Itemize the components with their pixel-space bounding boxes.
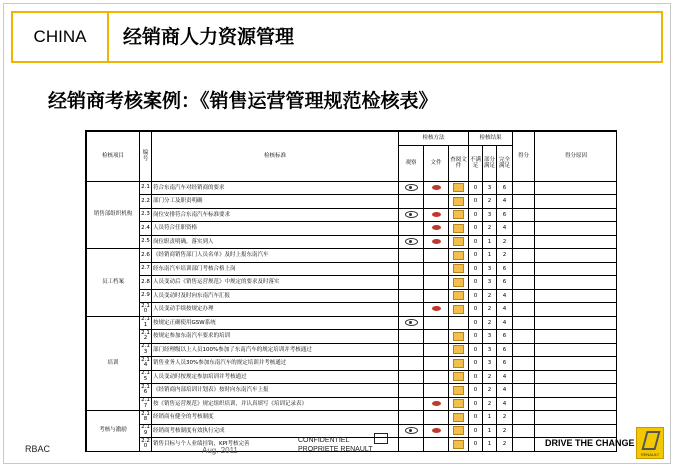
score-partial-cell: 2 bbox=[483, 316, 497, 330]
standard-cell: 人员变动时及时向东南汽车汇报 bbox=[152, 289, 399, 303]
score-partial-cell: 2 bbox=[483, 370, 497, 384]
score-none-cell: 0 bbox=[469, 370, 483, 384]
score-cell bbox=[513, 222, 535, 236]
folder-icon bbox=[453, 224, 464, 233]
table-row bbox=[87, 262, 618, 276]
standard-cell: 经销商考核制度有效执行完成 bbox=[152, 424, 399, 438]
eye-cell bbox=[399, 222, 424, 236]
score-none-cell: 0 bbox=[469, 303, 483, 317]
eye-icon bbox=[405, 319, 418, 326]
checklist-table-body bbox=[87, 181, 618, 451]
score-cell bbox=[513, 316, 535, 330]
score-cell bbox=[513, 181, 535, 195]
folder-cell bbox=[449, 276, 469, 290]
remarks-cell bbox=[535, 289, 617, 303]
document-cell bbox=[424, 384, 449, 398]
score-partial-cell: 3 bbox=[483, 330, 497, 344]
table-row bbox=[87, 276, 618, 290]
header-divider bbox=[107, 13, 109, 61]
score-none-cell: 0 bbox=[469, 289, 483, 303]
score-full-cell: 2 bbox=[497, 438, 513, 452]
score-full-cell: 4 bbox=[497, 289, 513, 303]
score-cell bbox=[513, 384, 535, 398]
code-cell: 2.16 bbox=[141, 383, 150, 396]
score-partial-cell: 3 bbox=[483, 181, 497, 195]
score-partial-cell: 1 bbox=[483, 411, 497, 425]
eye-cell bbox=[399, 289, 424, 303]
table-row bbox=[87, 303, 618, 317]
standard-cell: 符合东南汽车对经销商的要求 bbox=[152, 181, 399, 195]
folder-icon bbox=[453, 413, 464, 422]
slide-subtitle: 经销商考核案例：《销售运营管理规范检核表》 bbox=[48, 90, 438, 112]
eye-cell bbox=[399, 303, 424, 317]
country-label: CHINA bbox=[33, 27, 87, 46]
folder-icon bbox=[453, 386, 464, 395]
folder-icon bbox=[453, 345, 464, 354]
remarks-cell bbox=[535, 181, 617, 195]
standard-cell: 部门经理级以上人员100%参加了东南汽车的规定培训并考核通过 bbox=[152, 343, 399, 357]
folder-cell bbox=[449, 181, 469, 195]
score-full-cell: 6 bbox=[497, 181, 513, 195]
score-cell bbox=[513, 357, 535, 371]
score-partial-cell: 3 bbox=[483, 262, 497, 276]
document-icon bbox=[432, 185, 441, 190]
standard-cell: 按《销售运营规范》规定组织培训，并认真填写《培训记录表》 bbox=[152, 397, 399, 411]
code-cell: 2.7 bbox=[140, 262, 152, 276]
table-row bbox=[87, 316, 618, 330]
remarks-cell bbox=[535, 357, 617, 371]
document-cell bbox=[424, 276, 449, 290]
folder-cell bbox=[449, 208, 469, 222]
remarks-cell bbox=[535, 424, 617, 438]
document-cell bbox=[424, 370, 449, 384]
header-bar bbox=[11, 11, 663, 63]
score-partial-cell: 1 bbox=[483, 424, 497, 438]
standard-cell: 经销商有健全的考核制度 bbox=[152, 411, 399, 425]
document-cell bbox=[424, 438, 449, 452]
eye-icon bbox=[405, 238, 418, 245]
document-cell bbox=[424, 262, 449, 276]
document-cell bbox=[424, 424, 449, 438]
score-full-cell: 2 bbox=[497, 249, 513, 263]
document-icon bbox=[432, 212, 441, 217]
score-cell bbox=[513, 195, 535, 209]
header-full: 完全满足 bbox=[497, 145, 513, 181]
checklist-table bbox=[86, 131, 617, 452]
score-cell bbox=[513, 343, 535, 357]
standard-cell: 人员变动时按规定参加培训并考核通过 bbox=[152, 370, 399, 384]
score-cell bbox=[513, 330, 535, 344]
table-row bbox=[87, 384, 618, 398]
score-full-cell: 4 bbox=[497, 222, 513, 236]
standard-cell: 按规定参加东南汽车要求的培训 bbox=[152, 330, 399, 344]
code-cell: 2.15 bbox=[141, 370, 150, 382]
standard-cell: 经东南汽车培训部门考核合格上岗 bbox=[152, 262, 399, 276]
standard-cell: 销售业务人员30%参加东南汽车的规定培训并考核通过 bbox=[152, 357, 399, 371]
table-row bbox=[87, 181, 618, 195]
standard-cell: 按规定正确使用GSW系统 bbox=[152, 316, 399, 330]
table-row bbox=[87, 249, 618, 263]
score-partial-cell: 1 bbox=[483, 249, 497, 263]
folder-cell bbox=[449, 316, 469, 330]
code-cell: 2.1 bbox=[140, 181, 152, 195]
confidential-checkbox bbox=[374, 433, 388, 444]
score-cell bbox=[513, 289, 535, 303]
confidential-text: CONFIDENTIEL bbox=[298, 437, 350, 444]
document-cell bbox=[424, 249, 449, 263]
document-icon bbox=[432, 306, 441, 311]
score-none-cell: 0 bbox=[469, 424, 483, 438]
folder-cell bbox=[449, 289, 469, 303]
score-none-cell: 0 bbox=[469, 411, 483, 425]
document-icon bbox=[432, 225, 441, 230]
remarks-cell bbox=[535, 330, 617, 344]
eye-cell bbox=[399, 397, 424, 411]
score-none-cell: 0 bbox=[469, 235, 483, 249]
folder-cell bbox=[449, 370, 469, 384]
table-row bbox=[87, 289, 618, 303]
remarks-cell bbox=[535, 303, 617, 317]
folder-cell bbox=[449, 235, 469, 249]
code-cell: 2.9 bbox=[140, 289, 152, 303]
score-cell bbox=[513, 235, 535, 249]
code-cell: 2.3 bbox=[140, 208, 152, 222]
score-full-cell: 4 bbox=[497, 303, 513, 317]
score-none-cell: 0 bbox=[469, 343, 483, 357]
eye-cell bbox=[399, 370, 424, 384]
code-cell: 2.20 bbox=[141, 437, 150, 450]
code-cell: 2.2 bbox=[140, 195, 152, 209]
remarks-cell bbox=[535, 343, 617, 357]
category-cell: 培训 bbox=[87, 316, 140, 411]
standard-cell: 岗位安排符合东南汽车标准要求 bbox=[152, 208, 399, 222]
category-cell: 销售部组织机构 bbox=[87, 181, 140, 249]
standard-cell: 人员变动手续按规定办理 bbox=[152, 303, 399, 317]
remarks-cell bbox=[535, 397, 617, 411]
header-partial: 部分满足 bbox=[483, 145, 497, 181]
table-row bbox=[87, 357, 618, 371]
header-no: 不满足 bbox=[469, 145, 483, 181]
table-row bbox=[87, 343, 618, 357]
folder-cell bbox=[449, 384, 469, 398]
standard-cell: 《经销商内部培训计划表》按时向东南汽车上报 bbox=[152, 384, 399, 398]
logo-text: RENAULT bbox=[640, 452, 660, 457]
standard-cell: 岗位职责明确，落实到人 bbox=[152, 235, 399, 249]
standard-cell: 人员变动后《销售运营规范》中规定的要求及时落实 bbox=[152, 276, 399, 290]
score-full-cell: 2 bbox=[497, 411, 513, 425]
eye-cell bbox=[399, 384, 424, 398]
page-title: 经销商人力资源管理 bbox=[123, 26, 295, 48]
folder-icon bbox=[453, 440, 464, 449]
standard-cell: 人员符合任职资格 bbox=[152, 222, 399, 236]
table-row bbox=[87, 195, 618, 209]
code-cell: 2.6 bbox=[140, 249, 152, 263]
folder-icon bbox=[453, 197, 464, 206]
eye-icon bbox=[405, 184, 418, 191]
score-full-cell: 2 bbox=[497, 424, 513, 438]
table-row bbox=[87, 235, 618, 249]
code-cell: 2.14 bbox=[141, 356, 150, 369]
folder-cell bbox=[449, 330, 469, 344]
score-full-cell: 6 bbox=[497, 208, 513, 222]
remarks-cell bbox=[535, 195, 617, 209]
document-cell bbox=[424, 397, 449, 411]
table-row bbox=[87, 330, 618, 344]
folder-icon bbox=[453, 210, 464, 219]
eye-cell bbox=[399, 438, 424, 452]
footer-date: Aug. 2011 bbox=[202, 446, 238, 455]
score-cell bbox=[513, 262, 535, 276]
score-partial-cell: 2 bbox=[483, 303, 497, 317]
score-none-cell: 0 bbox=[469, 208, 483, 222]
header-standard: 检核标准 bbox=[152, 132, 399, 182]
header-score: 得分 bbox=[513, 132, 535, 182]
code-cell: 2.17 bbox=[141, 397, 150, 409]
folder-icon bbox=[453, 332, 464, 341]
footer-slogan: DRIVE THE CHANGE bbox=[545, 438, 635, 448]
remarks-cell bbox=[535, 235, 617, 249]
remarks-cell bbox=[535, 276, 617, 290]
document-cell bbox=[424, 208, 449, 222]
footer-rbac: RBAC bbox=[25, 444, 51, 454]
document-icon bbox=[432, 239, 441, 244]
document-cell bbox=[424, 289, 449, 303]
header-item: 检核项目 bbox=[87, 132, 140, 182]
header-file: 查阅文件 bbox=[449, 145, 469, 181]
table-row bbox=[87, 222, 618, 236]
score-partial-cell: 2 bbox=[483, 222, 497, 236]
remarks-cell bbox=[535, 384, 617, 398]
renault-diamond-icon bbox=[641, 431, 660, 450]
score-partial-cell: 1 bbox=[483, 438, 497, 452]
score-partial-cell: 2 bbox=[483, 195, 497, 209]
score-full-cell: 6 bbox=[497, 357, 513, 371]
eye-cell bbox=[399, 249, 424, 263]
remarks-cell bbox=[535, 411, 617, 425]
table-row bbox=[87, 370, 618, 384]
eye-cell bbox=[399, 357, 424, 371]
document-cell bbox=[424, 330, 449, 344]
score-full-cell: 4 bbox=[497, 384, 513, 398]
standard-cell: 《经销商销售部门人员名单》及时上报东南汽车 bbox=[152, 249, 399, 263]
folder-icon bbox=[453, 291, 464, 300]
eye-cell bbox=[399, 235, 424, 249]
score-cell bbox=[513, 438, 535, 452]
score-none-cell: 0 bbox=[469, 384, 483, 398]
score-cell bbox=[513, 208, 535, 222]
score-full-cell: 6 bbox=[497, 343, 513, 357]
score-partial-cell: 2 bbox=[483, 289, 497, 303]
checklist-table-wrapper bbox=[85, 130, 617, 452]
score-none-cell: 0 bbox=[469, 222, 483, 236]
proprietary-text: PROPRIETE RENAULT bbox=[298, 446, 373, 453]
folder-cell bbox=[449, 222, 469, 236]
folder-icon bbox=[453, 251, 464, 260]
remarks-cell bbox=[535, 370, 617, 384]
code-cell: 2.12 bbox=[141, 329, 150, 342]
eye-cell bbox=[399, 276, 424, 290]
folder-icon bbox=[453, 399, 464, 408]
header-observe: 观察 bbox=[399, 145, 424, 181]
remarks-cell bbox=[535, 208, 617, 222]
score-full-cell: 4 bbox=[497, 370, 513, 384]
folder-cell bbox=[449, 303, 469, 317]
document-icon bbox=[432, 401, 441, 406]
document-cell bbox=[424, 222, 449, 236]
score-partial-cell: 3 bbox=[483, 357, 497, 371]
header-code: 编号 bbox=[140, 132, 152, 182]
score-none-cell: 0 bbox=[469, 357, 483, 371]
document-cell bbox=[424, 316, 449, 330]
score-none-cell: 0 bbox=[469, 262, 483, 276]
folder-cell bbox=[449, 343, 469, 357]
score-cell bbox=[513, 424, 535, 438]
score-full-cell: 4 bbox=[497, 316, 513, 330]
standard-cell: 部门分工及职责明确 bbox=[152, 195, 399, 209]
score-cell bbox=[513, 249, 535, 263]
code-cell: 2.4 bbox=[140, 222, 152, 236]
score-none-cell: 0 bbox=[469, 438, 483, 452]
folder-cell bbox=[449, 195, 469, 209]
score-none-cell: 0 bbox=[469, 397, 483, 411]
category-cell: 员工档案 bbox=[87, 249, 140, 317]
document-cell bbox=[424, 195, 449, 209]
table-row bbox=[87, 397, 618, 411]
remarks-cell bbox=[535, 262, 617, 276]
folder-cell bbox=[449, 438, 469, 452]
remarks-cell bbox=[535, 222, 617, 236]
score-none-cell: 0 bbox=[469, 330, 483, 344]
folder-icon bbox=[453, 372, 464, 381]
score-cell bbox=[513, 276, 535, 290]
score-full-cell: 6 bbox=[497, 276, 513, 290]
score-none-cell: 0 bbox=[469, 276, 483, 290]
folder-cell bbox=[449, 424, 469, 438]
remarks-cell bbox=[535, 249, 617, 263]
score-none-cell: 0 bbox=[469, 316, 483, 330]
score-partial-cell: 2 bbox=[483, 384, 497, 398]
score-full-cell: 6 bbox=[497, 330, 513, 344]
folder-cell bbox=[449, 249, 469, 263]
score-partial-cell: 3 bbox=[483, 343, 497, 357]
document-cell bbox=[424, 343, 449, 357]
score-cell bbox=[513, 303, 535, 317]
score-partial-cell: 2 bbox=[483, 397, 497, 411]
folder-icon bbox=[453, 305, 464, 314]
remarks-cell bbox=[535, 316, 617, 330]
score-full-cell: 4 bbox=[497, 397, 513, 411]
score-cell bbox=[513, 411, 535, 425]
score-full-cell: 2 bbox=[497, 235, 513, 249]
document-cell bbox=[424, 303, 449, 317]
score-none-cell: 0 bbox=[469, 249, 483, 263]
score-none-cell: 0 bbox=[469, 195, 483, 209]
eye-cell bbox=[399, 343, 424, 357]
document-cell bbox=[424, 181, 449, 195]
score-partial-cell: 3 bbox=[483, 208, 497, 222]
code-cell: 2.10 bbox=[141, 302, 150, 315]
document-cell bbox=[424, 357, 449, 371]
eye-cell bbox=[399, 316, 424, 330]
eye-cell bbox=[399, 330, 424, 344]
code-cell: 2.5 bbox=[140, 235, 152, 249]
header-doc: 文件 bbox=[424, 145, 449, 181]
folder-icon bbox=[453, 426, 464, 435]
folder-icon bbox=[453, 264, 464, 273]
eye-icon bbox=[405, 211, 418, 218]
score-full-cell: 4 bbox=[497, 195, 513, 209]
code-cell: 2.11 bbox=[141, 316, 150, 328]
folder-icon bbox=[453, 183, 464, 192]
standard-cell: 销售目标与个人业绩挂钩，KPI考核完善 bbox=[152, 438, 399, 452]
table-row bbox=[87, 411, 618, 425]
eye-icon bbox=[405, 427, 418, 434]
header-method-group: 检核方法 bbox=[399, 132, 469, 146]
renault-logo bbox=[636, 427, 664, 459]
folder-icon bbox=[453, 237, 464, 246]
eye-cell bbox=[399, 262, 424, 276]
document-cell bbox=[424, 411, 449, 425]
document-icon bbox=[432, 428, 441, 433]
table-row bbox=[87, 208, 618, 222]
eye-cell bbox=[399, 411, 424, 425]
code-cell: 2.13 bbox=[141, 343, 150, 355]
score-partial-cell: 1 bbox=[483, 235, 497, 249]
score-cell bbox=[513, 370, 535, 384]
score-full-cell: 6 bbox=[497, 262, 513, 276]
category-cell: 考核与激励 bbox=[87, 411, 140, 452]
eye-cell bbox=[399, 195, 424, 209]
document-cell bbox=[424, 235, 449, 249]
header-result-group: 检核结果 bbox=[469, 132, 513, 146]
eye-cell bbox=[399, 208, 424, 222]
header-remarks: 得分原因 bbox=[535, 132, 617, 182]
folder-icon bbox=[453, 359, 464, 368]
score-partial-cell: 3 bbox=[483, 276, 497, 290]
code-cell: 2.8 bbox=[140, 276, 152, 290]
folder-icon bbox=[453, 278, 464, 287]
code-cell: 2.19 bbox=[141, 424, 150, 436]
folder-cell bbox=[449, 411, 469, 425]
score-none-cell: 0 bbox=[469, 181, 483, 195]
code-cell: 2.18 bbox=[141, 410, 150, 423]
folder-cell bbox=[449, 357, 469, 371]
footer-confidential bbox=[298, 436, 373, 454]
eye-cell bbox=[399, 181, 424, 195]
eye-cell bbox=[399, 424, 424, 438]
score-cell bbox=[513, 397, 535, 411]
folder-cell bbox=[449, 397, 469, 411]
folder-cell bbox=[449, 262, 469, 276]
